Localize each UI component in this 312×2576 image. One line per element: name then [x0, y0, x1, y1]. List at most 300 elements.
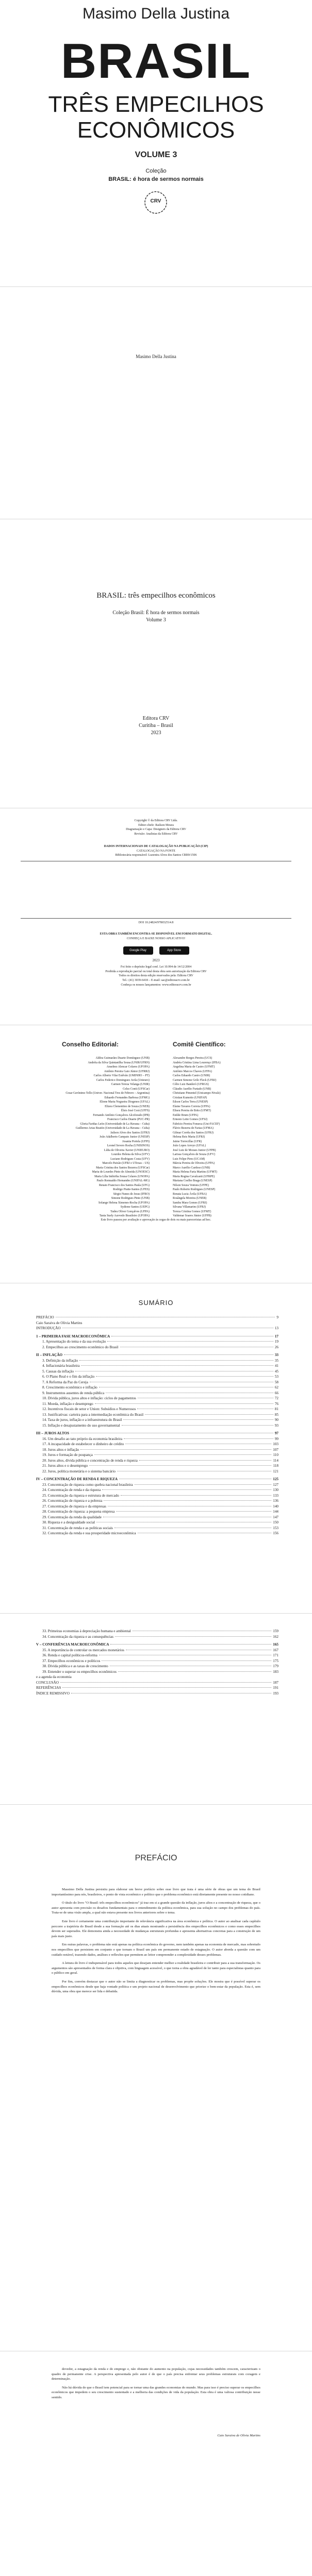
toc-entry-label: 28. Concentração de riqueza: a pequena empresa — [42, 1510, 115, 1514]
committee-member: Andréa Cristina Lima Lourenço (IFBA) — [173, 1061, 221, 1064]
committee-member: Luiz Felipe Pires (UCAM) — [173, 1157, 205, 1161]
toc-entry-label: 21. Juros altos e o desemprego — [42, 1464, 88, 1468]
toc-entry[interactable] — [36, 1464, 278, 1469]
toc-entry[interactable] — [36, 1402, 278, 1408]
toc-entry[interactable] — [36, 1494, 278, 1499]
toc-page-number: 127 — [273, 1482, 278, 1487]
toc-page-number: 167 — [273, 1648, 278, 1652]
digital-title: ESTA OBRA TAMBÉM ENCONTRA-SE DISPONÍVEL EM FORMATO DIGITAL. — [100, 933, 212, 936]
toc-entry-label: 32. Concentração da renda e sua prosperidade microeconômica — [42, 1531, 136, 1535]
cover-subtitle — [0, 92, 312, 143]
toc-page-number: 156 — [273, 1531, 278, 1535]
toc-entry[interactable] — [36, 1531, 278, 1537]
councils-page — [0, 1025, 312, 1283]
toc-page-number: 150 — [273, 1520, 278, 1524]
committee-member: José Luiz de Moraes Junior (UFPB) — [173, 1148, 216, 1152]
toc-entry-label: 39. Entender o superar os empecilhos econômicos — [42, 1669, 117, 1674]
toc-entry[interactable] — [36, 1407, 278, 1413]
store-badges — [21, 944, 291, 955]
toc-page-number: 114 — [273, 1458, 278, 1463]
toc-entry-label: 17. A incapacidade de estabelecer o dinheiro de crédito — [42, 1442, 124, 1446]
toc-entry[interactable] — [36, 1431, 278, 1437]
paragraph: Massimo Della Justina persistiu para elaborar um breve prefácio sobre esse livro que trata é uma série de obras que um tema do Brasil importantíssimo para nós, brasileiros, o ponto de vista econômico e político que o problema econômico está diretamente presente no nosso cotidiano. — [52, 1888, 260, 1896]
rights-line: Tel.: (41) 3039-6418 – E-mail: sac@editoracrv.com.br — [122, 979, 190, 982]
toc-entry-label: 3. Definição da inflação — [42, 1358, 78, 1363]
committee-member: Tereza Cristina Gomes (UFMT) — [173, 1210, 211, 1213]
preface-cont-body — [52, 2367, 260, 2404]
council-member: Fernando Antônio Gonçalves Alcoforado (IPB) — [93, 1113, 150, 1117]
committee-member: Célio Luiz Banderó (UFRGS) — [173, 1083, 209, 1086]
toc-entry-label: 13. Justificativas: carteira para a intermediação econômica do Brasil — [42, 1412, 144, 1417]
paragraph: Por fim, convém destacar que o autor não se limita a diagnosticar os problemas, mas propõe soluções. Ele mostra que é possível superar os empecilhos econômicos desde que haja vontade política e um projeto nacional de desenvolvimento que priorize o bem-estar da população. Esta é, sem dúvida, uma obra que merece ser lida e debatida. — [52, 1979, 260, 1994]
toc-entry[interactable] — [36, 1469, 278, 1475]
toc-entry[interactable] — [36, 1364, 278, 1369]
cip-title: DADOS INTERNACIONAIS DE CATALOGAÇÃO NA PUBLICAÇÃO (CIP) — [104, 845, 208, 848]
toc-entry-label: 14. Taxa de juros, inflação e a infraestrutura do Brasil — [42, 1418, 122, 1422]
committee-member: Flávio Bezerra de Farias (UFMA) — [173, 1127, 214, 1130]
toc-page-number: 130 — [273, 1488, 278, 1492]
council-member: Celso Conti (UFSCar) — [123, 1087, 150, 1091]
toc-page-number: 99 — [274, 1436, 278, 1441]
toc-leader — [124, 1438, 273, 1439]
digital-notice — [21, 932, 291, 941]
title-collection: Coleção Brasil: É hora de sermos normais — [112, 610, 200, 616]
council-member: Tadeu Oliver Gonçalves (UFPA) — [110, 1210, 150, 1213]
layout-line: Diagramação e Capa: Designers da Editora CRV — [126, 828, 186, 832]
council-member: Lourdes Helena da Silva (UFV) — [111, 1153, 150, 1156]
toc-page-number: 144 — [273, 1510, 278, 1514]
toc-entry-label: 36. Renda e capital políticos-reforma — [42, 1653, 97, 1657]
toc-entry[interactable] — [36, 1653, 278, 1659]
toc-entry[interactable] — [36, 1385, 278, 1391]
committee-member: Marco Aurélio Cardoso (UNB) — [173, 1166, 210, 1170]
toc-entry[interactable] — [36, 1380, 278, 1386]
editorial-council-title: Conselho Editorial: — [62, 1041, 119, 1048]
council-member: Élsio José Corá (UFFS) — [121, 1109, 150, 1112]
toc-entry[interactable] — [36, 1353, 278, 1359]
committee-member: Christiane Pimentel (Unicampo-Nivalz) — [173, 1092, 221, 1095]
committee-member: Renata Lucia Ávila (UFBA) — [173, 1192, 207, 1196]
toc-entry[interactable] — [36, 1315, 278, 1321]
logo-text: CRV — [150, 198, 161, 204]
council-member: Maria Lília Imbiriba Sousa Colares (UNOPA) — [94, 1175, 150, 1178]
cover-page — [0, 0, 312, 287]
toc-leader — [107, 1341, 273, 1342]
committee-member: Jaime Torrecillas (UFR) — [173, 1140, 202, 1143]
cip-header — [21, 844, 291, 858]
toc-entry-label: 15. Inflação e desajustamento do uso governamental — [42, 1423, 120, 1428]
toc-entry[interactable] — [36, 1691, 278, 1697]
toc-entry[interactable] — [36, 1515, 278, 1521]
cover-author: Masimo Della Justina — [82, 5, 230, 22]
council-member: Francisco Carlos Duarte (PUC-PR) — [107, 1118, 150, 1121]
paragraph: A leitura do livro é indispensável para todos aqueles que desejam entender melhor a realidade brasileira e contribuir para a sua transformação. Os argumentos são apresentados de forma clara e objetiva, com linguagem acessível, o que torna a obra agradável de ler tanto para especialistas quanto para o público em geral. — [52, 1961, 260, 1975]
toc-leader — [121, 1495, 271, 1496]
toc-page-number: 162 — [273, 1634, 278, 1639]
toc-page-number: 165 — [273, 1642, 278, 1647]
publisher-block — [0, 715, 312, 737]
scientific-committee-list — [173, 1056, 291, 1218]
toc-entry[interactable] — [36, 1648, 278, 1654]
toc-page-number: 140 — [273, 1504, 278, 1509]
toc-entry-label: 26. Concentração de riqueza e a pobreza — [42, 1499, 103, 1503]
toc-entry[interactable] — [36, 1520, 278, 1526]
toc-entry-label: 20. Juros altos, dívida pública e concentração de renda e riqueza — [42, 1458, 138, 1463]
toc-list — [36, 1315, 278, 1537]
toc-entry-label: 10. Dívida pública, juros altos e inflação: ciclos de pagamentos — [42, 1396, 136, 1400]
committee-member: Fabrício Pereira Fonseca (Uni-FACEF) — [173, 1122, 220, 1126]
toc-entry[interactable] — [36, 1499, 278, 1504]
toc-entry[interactable] — [36, 1448, 278, 1453]
toc-page-number: 76 — [274, 1401, 278, 1406]
peer-review-note: Este livro passou por avaliação e aprovação às cegas de dois ou mais pareceristas ad hoc. — [101, 1218, 211, 1222]
toc-entry-label: 2. Empecilhos ao crescimento econômico do Brasil — [42, 1345, 119, 1349]
toc-page-number: 19 — [274, 1340, 278, 1344]
toc-entry[interactable] — [36, 1664, 278, 1670]
toc-entry-label: 1 – PRIMEIRA FASE MACROECONÔMICA — [36, 1334, 110, 1338]
toc-entry-label: REFERÊNCIAS — [36, 1686, 61, 1690]
council-member: Rodrigo Pratte-Santos (UFES) — [113, 1188, 150, 1191]
paragraph: devedor, a estagnação da renda e do emprego e, não obstante do aumento na população, cujas necessidades também crescem, caracterizam o quadro de permanente crise. A perspectiva apresentada pelo autor é de que o país precisa enfrentar seus problemas estruturais com coragem e determinação. — [52, 2367, 260, 2381]
preface-body — [52, 1887, 260, 1998]
committee-member: Maria Helena Faria Martins (UFMT) — [173, 1171, 217, 1174]
toc-entry[interactable] — [36, 1334, 278, 1340]
toc-leader — [110, 1644, 271, 1645]
toc-entry[interactable] — [36, 1483, 278, 1488]
toc-entry[interactable] — [36, 1321, 278, 1327]
council-member: Maria de Lourdes Pinto de Almeida (UNOESC) — [92, 1171, 150, 1174]
council-member: Elione Maria Nogueira Diogenes (UFAL) — [100, 1100, 150, 1104]
committee-member: Eliseu Pereira de Brito (UFMT) — [173, 1109, 211, 1112]
toc-leader — [80, 1449, 271, 1450]
toc-page-number: 110 — [273, 1453, 278, 1457]
toc-page-number: 107 — [273, 1447, 278, 1452]
toc-leader — [102, 1489, 271, 1490]
publisher-city: Curitiba – Brasil — [139, 723, 173, 728]
toc-leader — [145, 1414, 273, 1415]
copyright-credits — [21, 819, 291, 837]
toc-page-number: 118 — [273, 1464, 278, 1468]
council-member: Elizeu Clementino de Souza (UNEB) — [105, 1105, 150, 1108]
council-member: Antônio Pereira Gaio Júnior (UFRRJ) — [104, 1070, 150, 1073]
committee-member: Gilmar Corrêa dos Santos (UFRJ) — [173, 1131, 214, 1134]
committee-member: Rosângela Moreira (UNEB) — [173, 1197, 207, 1200]
toc-page-number: 159 — [273, 1629, 278, 1633]
paragraph: Este livro é certamente uma contribuição importante de relevância significativa na área econômica e política. O autor ao analisar cada capítulo percorre a trajetória do Brasil desde a sua formação até os dias atuais mostrando a persistência dos empecilhos econômicos e como esses empecilhos devem ser superados. Ele demonstra ainda a necessidade de mudanças estruturais profundas e apresenta alternativas concretas para a construção de um país mais justo. — [52, 1919, 260, 1938]
committee-member: Carmen Simone Grilo Fleck (UFRJ) — [173, 1078, 217, 1082]
committee-member: Angelina Maria de Castro (UFMT) — [173, 1065, 215, 1069]
app-store-badge[interactable]: App Store — [159, 946, 189, 955]
toc-entry-label: II – INFLAÇÃO — [36, 1353, 63, 1357]
toc-leader — [79, 1360, 273, 1361]
toc-entry-label: 37. Empecilhos econômicos e políticos — [42, 1658, 101, 1663]
toc-entry[interactable] — [36, 1396, 278, 1402]
council-member: Carlos Federico Dominguez Avila (Unieuro) — [96, 1078, 150, 1082]
toc-entry[interactable] — [36, 1423, 278, 1429]
half-title-page — [0, 287, 312, 519]
council-member: Leonel Severo Rocha (UNISINOS) — [107, 1144, 150, 1147]
committee-member: Paulo Roberto Rodrigues (UNESP) — [173, 1188, 216, 1191]
toc-entry[interactable] — [36, 1635, 278, 1640]
council-member: Jailson Alves dos Santos (UFRJ) — [110, 1131, 150, 1134]
committee-member: Nilson Souza Ventura (UFPE) — [173, 1183, 209, 1187]
council-member: Cesar Gerónimo Tello (Univer. Nacional Tres de Febrero – Argentina) — [65, 1092, 150, 1095]
toc-page-number: 103 — [273, 1442, 278, 1446]
toc-entry[interactable] — [36, 1453, 278, 1459]
committee-member: Mariana Coelho Braga (UNESP) — [173, 1179, 212, 1182]
toc-page-number: 90 — [274, 1418, 278, 1422]
toc-entry-label: INTRODUÇÃO — [36, 1326, 61, 1330]
paragraph: Em outras palavras, o problema não está apenas na política econômica do governo, nem também apenas na economia de mercado, mas sobretudo nos empecilhos que persistem em conjunto e que tornam o Brasil um país em permanente estado de estagnação. O autor aborda a questão com um cuidado notável, trazendo dados, análises e reflexões que permitem ao leitor compreender a complexidade desses problemas. — [52, 1943, 260, 1957]
toc-entry[interactable] — [36, 1369, 278, 1375]
toc-page-number: 171 — [273, 1653, 278, 1657]
council-member: Tania Suely Azevedo Brasileiro (UFOPA) — [99, 1214, 150, 1217]
council-member: Solange Helena Ximenes-Rocha (UFOPA) — [98, 1201, 150, 1205]
committee-member: Alexandre Borges Pereira (UCS) — [173, 1057, 212, 1060]
committee-member: João Lopes Arroyo (UFAL) — [173, 1144, 206, 1147]
toc-entry-label: 11. Moeda, inflação e desemprego — [42, 1401, 93, 1406]
cover-subtitle-line1: TRÊS EMPECILHOS — [48, 92, 264, 117]
toc-entry-label: 16. Um desafio ao tato próprio da economia brasileira — [42, 1436, 123, 1441]
toc-entry-label: 29. Concentração da renda da qualidade — [42, 1515, 102, 1519]
publisher-year: 2023 — [151, 730, 161, 736]
toc-entry-label: 34. Concentração da riqueza e as consequências — [42, 1634, 113, 1639]
collection-name: BRASIL: é hora de sermos normais — [108, 176, 204, 182]
toc-entry[interactable] — [36, 1345, 278, 1351]
toc-entry[interactable] — [36, 1418, 278, 1423]
toc-leader — [102, 1660, 271, 1661]
toc-page-number: 72 — [274, 1396, 278, 1400]
committee-member: Silvana Villamarim (UFRJ) — [173, 1206, 206, 1209]
toc-entry[interactable] — [36, 1391, 278, 1397]
summary-title: SUMÁRIO — [138, 1299, 174, 1307]
council-member: João Adalberto Campato Junior (UNESP) — [100, 1136, 150, 1139]
toc-entry-label: Caio Saraiva de Olivia Martins — [36, 1320, 83, 1325]
committee-member: Ernesto Leite Gomes (UFSJ) — [173, 1118, 208, 1121]
council-member: Maria Cristina dos Santos Bezerra (UFSCar) — [96, 1166, 150, 1170]
committee-member: Carlos Eduardo Castro (UNIR) — [173, 1074, 210, 1077]
toc-leader — [115, 1636, 271, 1637]
title-meta — [0, 609, 312, 624]
council-member: Gloria Fariñas León (Universidade de La Havana – Cuba) — [80, 1122, 150, 1126]
toc-page-number: 66 — [274, 1391, 278, 1395]
toc-page-number: 53 — [274, 1375, 278, 1379]
toc-page-number: 187 — [273, 1680, 278, 1685]
toc-page-number: 9 — [276, 1315, 278, 1319]
council-member: Aldira Guimarães Duarte Domínguez (UNB) — [95, 1057, 150, 1060]
toc-entry[interactable] — [36, 1437, 278, 1443]
committee-member: Larissa Gonçalves de Souza (UFV) — [173, 1153, 216, 1156]
toc-entry[interactable] — [36, 1375, 278, 1380]
rights-line: Conheça os nossos lançamentos: www.editoracrv.com.br — [121, 983, 191, 987]
rights-line: Proibida a reprodução parcial ou total desta obra sem autorização da Editora CRV — [105, 970, 207, 973]
collection-label: Coleção — [145, 168, 167, 174]
toc-entry[interactable] — [36, 1510, 278, 1515]
committee-member: Edson Carlos Terra (UNESP) — [173, 1100, 208, 1104]
committee-member: Antônio Marcos Chaves (UFPA) — [173, 1070, 212, 1073]
scientific-committee-title: Comitê Científico: — [173, 1041, 226, 1048]
toc-entry-label: 9. Instrumentos ausentes de renda pública — [42, 1391, 105, 1395]
toc-entry-label: 1. Apresentação do tema e da sua evolução — [42, 1340, 106, 1344]
rights-line: Todos os direitos desta edição reservados pela: Editora CRV — [119, 974, 193, 978]
toc-leader — [139, 1460, 272, 1461]
toc-entry[interactable] — [36, 1670, 278, 1675]
council-member: Paulo Romualdo Hernandes (UNIFAL-MG) — [96, 1179, 150, 1182]
toc-leader — [118, 1671, 271, 1672]
toc-leader — [64, 1354, 273, 1355]
toc-page-number: 191 — [273, 1686, 278, 1690]
toc-entry-label: 24. Concentração de renda e da riqueza — [42, 1488, 101, 1492]
book-title: BRASIL: três empecilhos econômicos — [96, 591, 216, 600]
toc-entry[interactable] — [36, 1681, 278, 1686]
preface-cont-page — [0, 2351, 312, 2576]
toc-entry-label: III – JUROS ALTOS — [36, 1431, 70, 1435]
doi-line: DOI 10.24824/978652514.8 — [138, 921, 174, 924]
toc-entry[interactable] — [36, 1477, 278, 1483]
cip-librarian: Bibliotecária responsável: Luzenira Alves dos Santos CRB9/1506 — [115, 854, 197, 857]
toc-entry[interactable] — [36, 1504, 278, 1510]
toc-entry[interactable] — [36, 1326, 278, 1332]
toc-leader — [122, 1425, 273, 1426]
toc-entry-label: 27. Concentração de riqueza e da empresas — [42, 1504, 106, 1509]
toc-entry-label: PREFÁCIO — [36, 1315, 54, 1319]
toc-page-number: 175 — [273, 1658, 278, 1663]
council-member: Simone Rodrigues Pinto (UNB) — [111, 1197, 150, 1200]
toc-entry-label: V – CONFERÊNCIA MACROECONÔMICA — [36, 1642, 109, 1647]
council-member: Carlos Alberto Vilar Estêvão (UMINHO – PT) — [93, 1074, 150, 1077]
cover-title: BRASIL — [60, 33, 252, 89]
review-line: Revisão: Analistas da Editora CRV — [134, 833, 178, 836]
toc-leader — [62, 1687, 271, 1688]
toc-leader — [96, 1376, 273, 1377]
toc-page-number: 193 — [273, 1691, 278, 1696]
toc-page-number: 125 — [273, 1477, 278, 1481]
title-volume: Volume 3 — [146, 617, 166, 623]
cip-record-box — [21, 861, 291, 919]
copyright-line: Copyright © da Editora CRV Ltda. — [134, 819, 178, 822]
council-member: Josania Portela (UFPI) — [122, 1140, 150, 1143]
toc-page-number: 147 — [273, 1515, 278, 1519]
toc-page-number: 13 — [274, 1326, 278, 1330]
editor-line: Editor-chefe: Railson Moura — [138, 823, 174, 827]
rights-line: Foi feito o depósito legal conf. Lei 10.994 de 14/12/2004 — [120, 965, 192, 969]
toc-page-number: 97 — [274, 1431, 278, 1435]
toc-page-number: 41 — [274, 1364, 278, 1368]
toc-entry[interactable] — [36, 1675, 278, 1681]
toc-entry[interactable] — [36, 1526, 278, 1532]
publisher-logo-icon — [144, 191, 168, 214]
toc-entry[interactable] — [36, 1642, 278, 1648]
cover-volume: VOLUME 3 — [135, 150, 177, 159]
toc-entry-label: 35. A importância de controlar os mercados monetários — [42, 1648, 124, 1652]
committee-member: Enilde Brum (UFPA) — [173, 1113, 199, 1117]
toc-list-cont — [36, 1629, 278, 1697]
year-label: 2023 — [152, 958, 160, 962]
toc-leader — [135, 1484, 272, 1485]
toc-page-number: 183 — [273, 1669, 278, 1674]
toc-page-number: 58 — [274, 1380, 278, 1384]
toc-entry-label: 5. Causas da inflação — [42, 1369, 74, 1374]
toc-leader — [60, 1682, 271, 1683]
toc-leader — [81, 1365, 273, 1366]
toc-page-number: 179 — [273, 1664, 278, 1668]
toc-entry-label: 12. Incentivos fiscais de setor e Union: Subsídios e Numerosos — [42, 1407, 136, 1411]
toc-page-number: 62 — [274, 1385, 278, 1389]
toc-leader — [104, 1500, 271, 1501]
toc-entry[interactable] — [36, 1413, 278, 1418]
toc-entry-label: ÍNDICE REMISSIVO — [36, 1691, 70, 1696]
toc-page-number: 35 — [274, 1358, 278, 1363]
toc-entry[interactable] — [36, 1340, 278, 1345]
toc-entry-label: 8. Crescimento econômico e inflação — [42, 1385, 97, 1389]
committee-member: Márcia Pereira de Oliveira (UFPA) — [173, 1162, 215, 1165]
copyright-page — [0, 808, 312, 1025]
toc-leader — [95, 1403, 273, 1404]
committee-member: Maria Regina Cavalcanti (UFRPE) — [173, 1175, 215, 1178]
council-member: Eduardo Fernandes Barbosa (UFMG) — [104, 1096, 150, 1099]
committee-member: Cristian Kumotto (UNIFAP) — [173, 1096, 207, 1099]
committee-member: Helena Reis Maria (UFRJ) — [173, 1136, 205, 1139]
council-member: Guillermo Arias Beatón (Universidade de La Havana – Cuba) — [75, 1127, 150, 1130]
toc-entry[interactable] — [36, 1442, 278, 1448]
cover-collection — [0, 167, 312, 183]
toc-page-number: 153 — [273, 1526, 278, 1530]
rights-block — [21, 965, 291, 987]
toc-entry[interactable] — [36, 1629, 278, 1635]
committee-member: Valdemar Soares Júnior (UFPB) — [173, 1214, 211, 1217]
toc-leader — [116, 1511, 271, 1512]
digital-sub: CONHEÇA E BAIXE NOSSO APLICATIVO! — [126, 937, 186, 940]
council-member: Sydione Santos (UEPG) — [120, 1206, 150, 1209]
toc-entry[interactable] — [36, 1488, 278, 1494]
toc-entry-label: 25. Concentração da riqueza e estrutura de mercado — [42, 1493, 119, 1498]
toc-entry-label: IV – CONCENTRAÇÃO DE RENDA E RIQUEZA — [36, 1477, 118, 1481]
council-member: Sérgio Nunes de Jesus (IFRO) — [113, 1192, 150, 1196]
summary-page — [0, 1283, 312, 1614]
toc-entry-label: 38. Dívida pública e as taxas de crescimento — [42, 1664, 108, 1668]
council-member: Marcelo Paixão (UFRJ e UTexas – US) — [102, 1162, 150, 1165]
title-page — [0, 519, 312, 808]
toc-entry[interactable] — [36, 1659, 278, 1665]
toc-page-number: 17 — [274, 1334, 278, 1338]
council-member: Renato Francisco dos Santos Paula (UFG) — [98, 1183, 150, 1187]
google-play-badge[interactable]: Google Play — [123, 946, 153, 955]
toc-entry[interactable] — [36, 1459, 278, 1464]
toc-entry-label: 4. Inflacionária brasileira — [42, 1364, 80, 1368]
toc-entry-label: CONCLUSÃO — [36, 1680, 59, 1685]
preface-signature: Caio Saraiva de Olivia Martins — [217, 2434, 260, 2437]
council-member: Lídia de Oliveira Xavier (UNIEURO) — [104, 1148, 150, 1152]
toc-entry-label: 7. A Reforma da Paz do Cereja — [42, 1380, 88, 1384]
toc-page-number: 26 — [274, 1345, 278, 1349]
preface-page — [0, 1805, 312, 2351]
committee-member: Elaine Tavares Correia (UFPA) — [173, 1105, 210, 1108]
toc-entry-label: 31. Concentração de renda e as políticas sociais — [42, 1526, 113, 1530]
toc-page-number: 136 — [273, 1499, 278, 1503]
council-member: Luciano Rodrigues Costa (UFV) — [110, 1157, 150, 1161]
toc-entry-label: 33. Primeiras economias à depreciação humana e ambiental — [42, 1629, 131, 1633]
toc-entry-label: 6. O Plano Real e o fim da inflação — [42, 1375, 95, 1379]
toc-entry[interactable] — [36, 1359, 278, 1364]
toc-page-number: 33 — [274, 1353, 278, 1357]
toc-page-number: 121 — [273, 1469, 278, 1473]
toc-page-number: 85 — [274, 1412, 278, 1417]
committee-member: Sandra Mara Gomes (UFRJ) — [173, 1201, 207, 1205]
preface-title: PREFÁCIO — [135, 1854, 177, 1862]
toc-entry-label: e a agenda da economia — [36, 1675, 72, 1679]
toc-entry[interactable] — [36, 1686, 278, 1691]
council-member: Carmen Tereza Velanga (UNIR) — [111, 1083, 150, 1086]
